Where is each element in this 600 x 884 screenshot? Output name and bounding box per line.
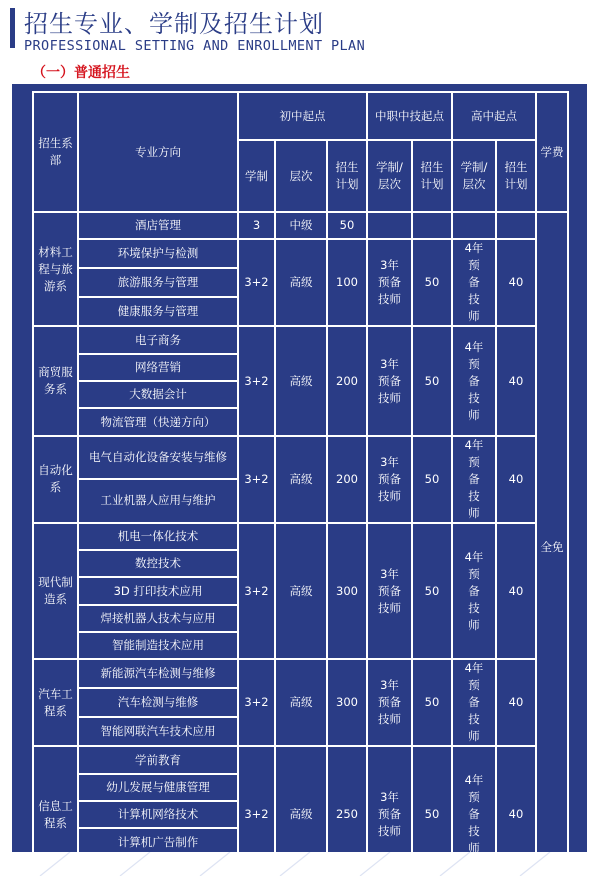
table-row (33, 659, 568, 688)
vocational-duration-level: 3年预备技师 (367, 523, 412, 660)
junior-level: 高级 (275, 523, 327, 660)
vocational-duration-level (367, 212, 412, 239)
page-subtitle: PROFESSIONAL SETTING AND ENROLLMENT PLAN (24, 38, 366, 54)
table-row (33, 212, 568, 239)
senior-duration-level: 4年预备技师 (452, 659, 496, 746)
header-senior-duration: 学制/层次 (452, 140, 496, 212)
department-name: 汽车工程系 (33, 659, 78, 746)
vocational-plan: 50 (412, 659, 452, 746)
table-row (33, 436, 568, 480)
vocational-plan: 50 (412, 746, 452, 883)
department-name: 自动化系 (33, 436, 78, 523)
major-name: 焊接机器人技术与应用 (78, 605, 238, 632)
header-tuition: 学费 (536, 92, 568, 212)
major-name: 数控技术 (78, 550, 238, 577)
major-name: 电子商务 (78, 326, 238, 353)
junior-duration: 3+2 (238, 239, 275, 326)
vocational-plan: 50 (412, 436, 452, 523)
junior-duration: 3+2 (238, 659, 275, 746)
senior-plan: 40 (496, 523, 536, 660)
header-vocational-plan: 招生计划 (412, 140, 452, 212)
major-name: 智能网联汽车技术应用 (78, 717, 238, 746)
major-name: 汽车检测与维修 (78, 688, 238, 717)
decorative-stripes (0, 852, 600, 876)
major-name: 数字媒体技术应用 (78, 856, 238, 883)
senior-plan: 40 (496, 239, 536, 326)
table-row (33, 746, 568, 773)
junior-plan: 300 (327, 523, 367, 660)
table-row (33, 239, 568, 268)
table-row (33, 326, 568, 353)
department-name: 信息工程系 (33, 746, 78, 883)
vocational-duration-level: 3年预备技师 (367, 746, 412, 883)
header-junior-duration: 学制 (238, 140, 275, 212)
major-name: 新能源汽车检测与维修 (78, 659, 238, 688)
header-junior-start: 初中起点 (238, 92, 367, 140)
junior-plan: 300 (327, 659, 367, 746)
vocational-plan: 50 (412, 239, 452, 326)
header-vocational-duration: 学制/层次 (367, 140, 412, 212)
junior-level: 高级 (275, 239, 327, 326)
vocational-duration-level: 3年预备技师 (367, 659, 412, 746)
major-name: 智能制造技术应用 (78, 632, 238, 659)
senior-duration-level: 4年预备技师 (452, 436, 496, 523)
major-name: 网络营销 (78, 354, 238, 381)
senior-duration-level (452, 212, 496, 239)
major-name: 大数据会计 (78, 381, 238, 408)
senior-duration-level: 4年预备技师 (452, 523, 496, 660)
major-name: 物流管理（快递方向） (78, 408, 238, 435)
page-title: 招生专业、学制及招生计划 (24, 10, 324, 38)
vocational-plan: 50 (412, 523, 452, 660)
major-name: 健康服务与管理 (78, 297, 238, 326)
junior-level: 高级 (275, 659, 327, 746)
enrollment-plan-table (32, 91, 569, 884)
tuition-value: 全免 (536, 212, 568, 883)
major-name: 学前教育 (78, 746, 238, 773)
senior-plan: 40 (496, 746, 536, 883)
major-name: 幼儿发展与健康管理 (78, 774, 238, 801)
major-name: 机电一体化技术 (78, 523, 238, 550)
junior-plan: 100 (327, 239, 367, 326)
junior-duration: 3+2 (238, 436, 275, 523)
senior-duration-level: 4年预备技师 (452, 239, 496, 326)
major-name: 电气自动化设备安装与维修 (78, 436, 238, 480)
vocational-plan: 50 (412, 326, 452, 435)
junior-duration: 3+2 (238, 746, 275, 883)
department-name: 材料工程与旅游系 (33, 212, 78, 326)
senior-duration-level: 4年预备技师 (452, 326, 496, 435)
major-name: 计算机网络技术 (78, 801, 238, 828)
junior-plan: 200 (327, 326, 367, 435)
header-junior-level: 层次 (275, 140, 327, 212)
major-name: 计算机广告制作 (78, 828, 238, 855)
title-accent-bar (10, 8, 15, 48)
junior-duration: 3+2 (238, 523, 275, 660)
vocational-plan (412, 212, 452, 239)
header-vocational-start: 中职中技起点 (367, 92, 452, 140)
junior-duration: 3 (238, 212, 275, 239)
junior-level: 高级 (275, 436, 327, 523)
junior-plan: 250 (327, 746, 367, 883)
vocational-duration-level: 3年预备技师 (367, 239, 412, 326)
vocational-duration-level: 3年预备技师 (367, 436, 412, 523)
major-name: 3D 打印技术应用 (78, 577, 238, 604)
header-junior-plan: 招生计划 (327, 140, 367, 212)
major-name: 酒店管理 (78, 212, 238, 239)
table-row (33, 523, 568, 550)
department-name: 商贸服务系 (33, 326, 78, 435)
senior-plan: 40 (496, 326, 536, 435)
senior-plan (496, 212, 536, 239)
junior-plan: 50 (327, 212, 367, 239)
junior-level: 高级 (275, 746, 327, 883)
senior-duration-level: 4年预备技师 (452, 746, 496, 883)
major-name: 环境保护与检测 (78, 239, 238, 268)
junior-duration: 3+2 (238, 326, 275, 435)
section-heading: （一）普通招生 (32, 65, 130, 81)
header-major: 专业方向 (78, 92, 238, 212)
major-name: 旅游服务与管理 (78, 268, 238, 297)
header-senior-start: 高中起点 (452, 92, 536, 140)
senior-plan: 40 (496, 659, 536, 746)
junior-plan: 200 (327, 436, 367, 523)
department-name: 现代制造系 (33, 523, 78, 660)
junior-level: 高级 (275, 326, 327, 435)
header-dept: 招生系部 (33, 92, 78, 212)
junior-level: 中级 (275, 212, 327, 239)
major-name: 工业机器人应用与维护 (78, 479, 238, 523)
vocational-duration-level: 3年预备技师 (367, 326, 412, 435)
header-senior-plan: 招生计划 (496, 140, 536, 212)
senior-plan: 40 (496, 436, 536, 523)
